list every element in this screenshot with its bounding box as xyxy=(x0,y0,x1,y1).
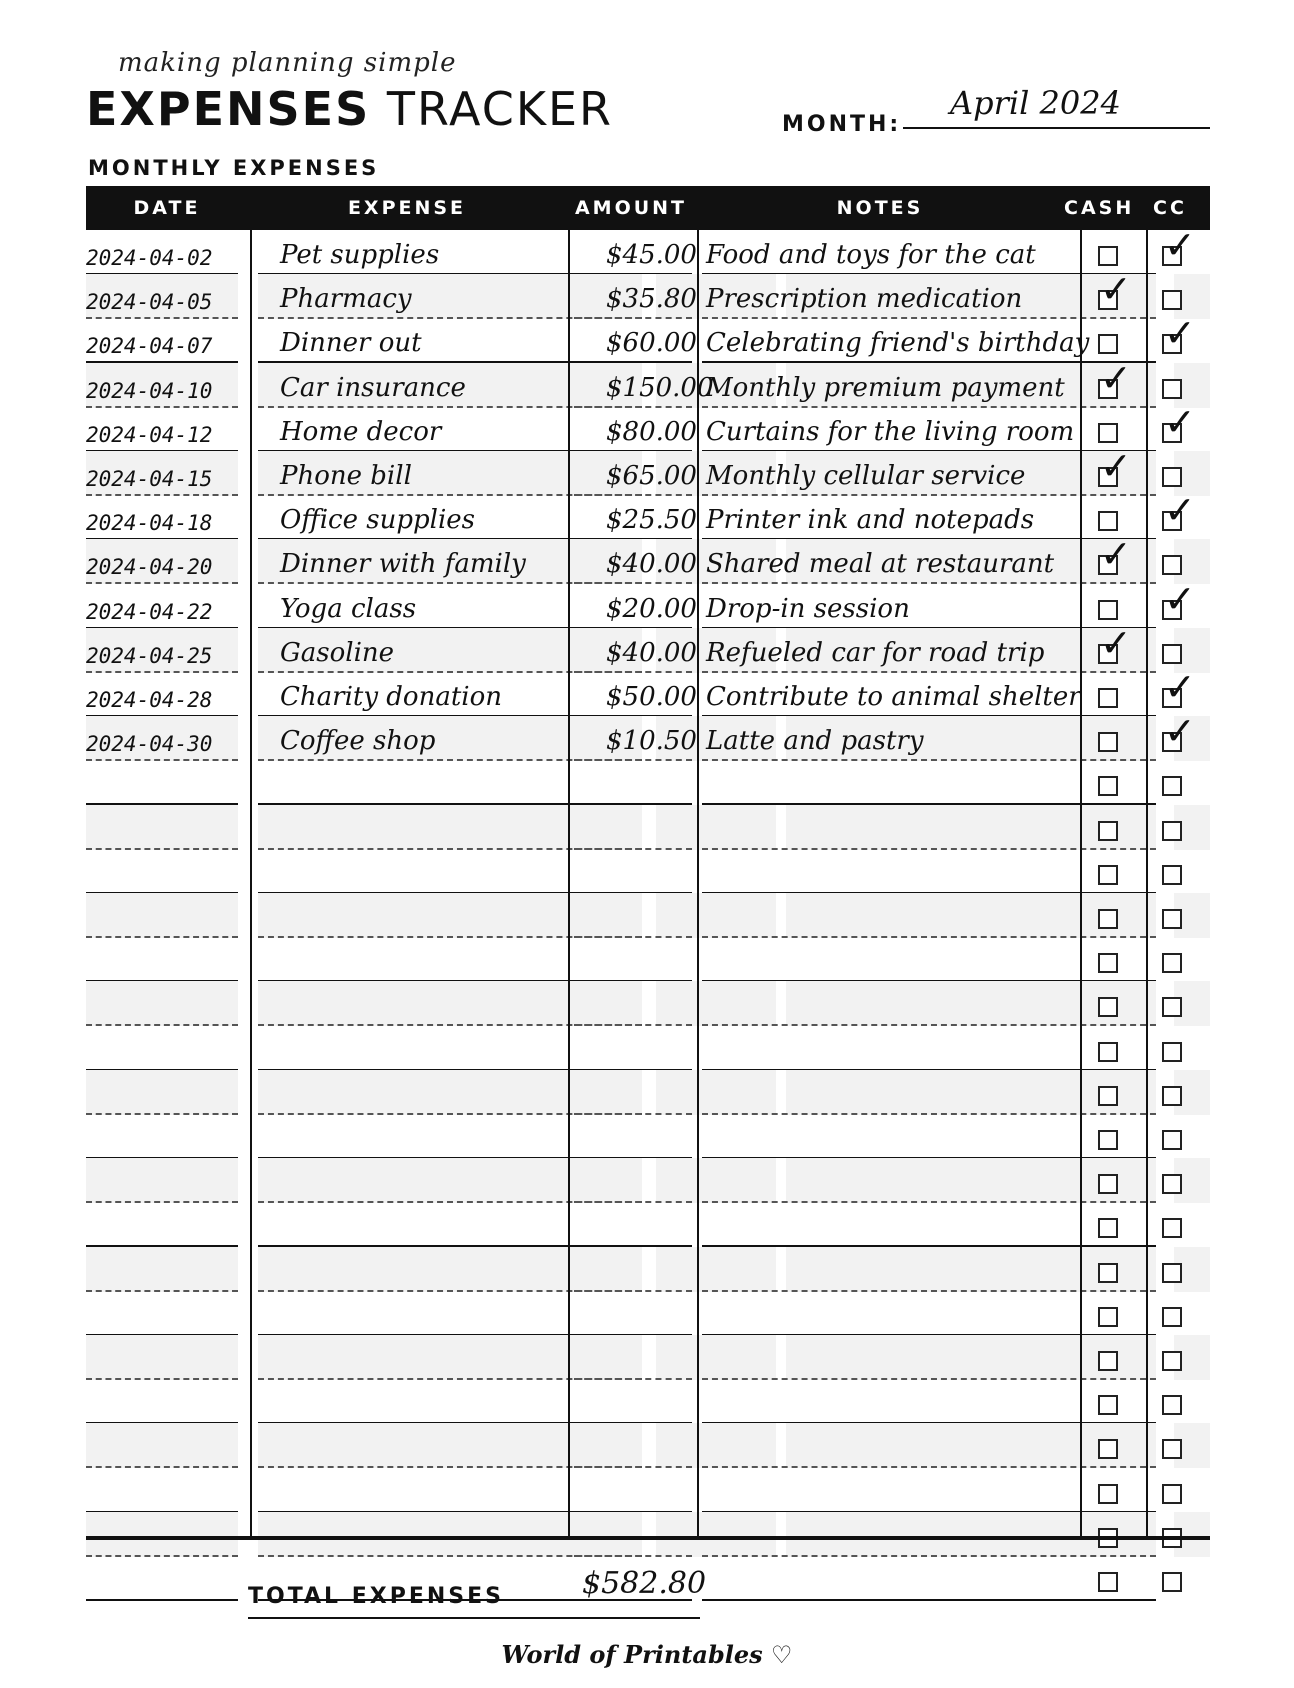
cell-amount[interactable] xyxy=(574,407,697,452)
cell-notes[interactable] xyxy=(702,1026,1156,1071)
checkmark-icon: ✓ xyxy=(1164,223,1196,267)
table-row xyxy=(86,355,1210,408)
cash-checkbox-icon[interactable] xyxy=(1098,953,1118,973)
total-value[interactable]: $582.80 xyxy=(582,1566,707,1601)
amount-text: $40.00 xyxy=(606,549,697,580)
cell-amount[interactable] xyxy=(574,849,692,894)
expense-text: Dinner out xyxy=(280,328,422,359)
cell-amount[interactable] xyxy=(574,760,692,805)
cash-checkbox-icon[interactable] xyxy=(1098,1395,1118,1415)
cell-date[interactable] xyxy=(86,1114,238,1159)
cc-checkbox-icon[interactable] xyxy=(1162,555,1182,575)
cash-checkbox-icon[interactable] xyxy=(1098,1218,1118,1238)
table-row xyxy=(86,399,1210,452)
cell-notes[interactable] xyxy=(702,805,1156,850)
cell-amount[interactable] xyxy=(574,230,697,275)
cash-checkbox-icon[interactable] xyxy=(1098,1042,1118,1062)
checkmark-icon: ✓ xyxy=(1100,267,1132,312)
cash-checkbox-icon[interactable] xyxy=(1098,997,1118,1017)
cash-checkbox-icon[interactable] xyxy=(1098,688,1118,708)
cc-checkbox-icon[interactable] xyxy=(1162,1042,1182,1062)
cell-date[interactable] xyxy=(86,1158,238,1203)
cell-amount[interactable] xyxy=(574,716,697,761)
cell-date[interactable] xyxy=(86,1379,238,1424)
cell-amount[interactable] xyxy=(574,1291,692,1336)
cash-checkbox-icon[interactable] xyxy=(1098,246,1118,266)
cell-notes[interactable] xyxy=(702,274,1156,319)
date-text: 2024-04-07 xyxy=(86,334,213,359)
cell-amount[interactable] xyxy=(574,937,692,982)
notes-text: Curtains for the living room xyxy=(706,416,1075,447)
notes-text: Shared meal at restaurant xyxy=(706,549,1055,580)
expense-text: Phone bill xyxy=(280,461,412,491)
expense-text: Yoga class xyxy=(280,593,417,624)
notes-text: Refueled car for road trip xyxy=(706,637,1045,668)
cell-amount[interactable] xyxy=(574,672,697,717)
cell-amount[interactable] xyxy=(574,274,697,319)
tagline: making planning simple xyxy=(118,48,457,78)
cell-amount[interactable] xyxy=(574,1247,692,1292)
table-row xyxy=(86,532,1210,584)
amount-text: $60.00 xyxy=(606,328,697,359)
cell-amount[interactable] xyxy=(574,1512,692,1557)
cell-date[interactable] xyxy=(86,849,238,894)
table-row xyxy=(86,1335,1210,1380)
table-row xyxy=(86,444,1210,496)
date-text: 2024-04-12 xyxy=(86,422,213,447)
divider-expense xyxy=(568,230,570,1536)
checkmark-icon: ✓ xyxy=(1164,709,1196,754)
cc-checkbox-icon[interactable] xyxy=(1162,644,1182,664)
cell-date[interactable] xyxy=(86,1423,238,1468)
cc-checkbox-icon[interactable] xyxy=(1162,1351,1182,1371)
cc-checkbox-icon[interactable] xyxy=(1162,1439,1182,1459)
cc-checkbox-icon[interactable] xyxy=(1162,776,1182,796)
page-title xyxy=(86,82,614,136)
notes-text: Contribute to animal shelter xyxy=(706,682,1081,712)
cash-checkbox-icon[interactable] xyxy=(1098,423,1118,443)
cell-date[interactable] xyxy=(86,760,238,805)
checkmark-icon: ✓ xyxy=(1100,355,1132,400)
cell-amount[interactable] xyxy=(574,893,692,938)
table-row xyxy=(86,223,1210,275)
cell-amount[interactable] xyxy=(574,805,692,850)
notes-text: Drop-in session xyxy=(706,593,910,624)
cell-amount[interactable] xyxy=(574,1158,692,1203)
amount-text: $65.00 xyxy=(606,461,697,491)
table-row xyxy=(86,1291,1210,1336)
cash-checkbox-icon[interactable] xyxy=(1098,334,1118,354)
expense-text: Gasoline xyxy=(280,637,395,668)
col-header-date: DATE xyxy=(133,197,201,219)
expense-text: Coffee shop xyxy=(280,726,436,757)
cc-checkbox-icon[interactable] xyxy=(1162,821,1182,841)
cash-checkbox-icon[interactable] xyxy=(1098,909,1118,929)
col-header-notes: NOTES xyxy=(836,197,924,219)
cell-date[interactable] xyxy=(86,981,238,1026)
table-row xyxy=(86,849,1210,894)
cell-amount[interactable] xyxy=(574,1335,692,1380)
table-row xyxy=(86,1247,1210,1292)
cell-notes[interactable] xyxy=(702,318,1156,363)
cash-checkbox-icon[interactable] xyxy=(1098,1086,1118,1106)
cell-date[interactable] xyxy=(86,230,238,275)
section-label: MONTHLY EXPENSES xyxy=(88,156,380,180)
divider-cash xyxy=(1146,230,1148,1536)
cell-notes[interactable] xyxy=(702,1379,1156,1424)
cell-notes[interactable] xyxy=(702,1512,1156,1557)
cell-date[interactable] xyxy=(86,584,238,629)
date-text: 2024-04-30 xyxy=(86,732,213,757)
cc-checkbox-icon[interactable] xyxy=(1162,1307,1182,1327)
cell-notes[interactable] xyxy=(702,1114,1156,1159)
cash-checkbox-icon[interactable] xyxy=(1098,1130,1118,1150)
cell-date[interactable] xyxy=(86,1202,238,1247)
cell-notes[interactable] xyxy=(702,628,1156,673)
amount-text: $40.00 xyxy=(606,637,697,668)
cc-checkbox-icon[interactable] xyxy=(1162,865,1182,885)
cell-date[interactable] xyxy=(86,1026,238,1071)
amount-text: $80.00 xyxy=(606,416,697,447)
expense-text: Charity donation xyxy=(280,682,502,712)
checkmark-icon: ✓ xyxy=(1100,620,1132,665)
amount-text: $50.00 xyxy=(606,682,697,712)
cash-checkbox-icon[interactable] xyxy=(1098,1439,1118,1459)
cell-date[interactable] xyxy=(86,805,238,850)
cash-checkbox-icon[interactable] xyxy=(1098,776,1118,796)
cell-date[interactable] xyxy=(86,716,238,761)
notes-text: Prescription medication xyxy=(706,284,1023,315)
col-header-expense: EXPENSE xyxy=(347,197,467,219)
cell-notes[interactable] xyxy=(702,451,1156,496)
notes-text: Food and toys for the cat xyxy=(706,240,1036,270)
amount-text: $45.00 xyxy=(606,240,697,270)
cell-notes[interactable] xyxy=(702,937,1156,982)
date-text: 2024-04-22 xyxy=(86,599,213,624)
table-row xyxy=(86,1026,1210,1071)
cell-amount[interactable] xyxy=(574,981,692,1026)
cash-checkbox-icon[interactable] xyxy=(1098,600,1118,620)
cell-date[interactable] xyxy=(86,628,238,673)
checkmark-icon: ✓ xyxy=(1164,399,1196,444)
cell-notes[interactable] xyxy=(702,893,1156,938)
table-row xyxy=(86,1070,1210,1115)
expense-text: Car insurance xyxy=(280,372,466,403)
cell-notes[interactable] xyxy=(702,1202,1156,1247)
cell-amount[interactable] xyxy=(574,1379,692,1424)
month-label: MONTH: xyxy=(782,112,902,137)
cc-checkbox-icon[interactable] xyxy=(1162,997,1182,1017)
cc-checkbox-icon[interactable] xyxy=(1162,1572,1182,1592)
cell-date[interactable] xyxy=(86,893,238,938)
cell-notes[interactable] xyxy=(702,1335,1156,1380)
date-text: 2024-04-15 xyxy=(86,467,213,491)
date-text: 2024-04-25 xyxy=(86,643,213,668)
cell-amount[interactable] xyxy=(574,363,714,408)
cell-date[interactable] xyxy=(86,274,238,319)
cash-checkbox-icon[interactable] xyxy=(1098,732,1118,752)
table-row xyxy=(86,620,1210,673)
cell-date[interactable] xyxy=(86,318,238,363)
divider-amount xyxy=(697,230,699,1536)
table-bottom-rule xyxy=(86,1536,1210,1540)
cash-checkbox-icon[interactable] xyxy=(1098,821,1118,841)
cell-notes[interactable] xyxy=(702,716,1156,761)
divider-notes xyxy=(1080,230,1082,1536)
cell-amount[interactable] xyxy=(574,1202,692,1247)
cell-date[interactable] xyxy=(86,937,238,982)
cc-checkbox-icon[interactable] xyxy=(1162,379,1182,399)
title-bold: EXPENSES xyxy=(86,82,371,136)
cc-checkbox-icon[interactable] xyxy=(1162,1395,1182,1415)
cell-notes[interactable] xyxy=(702,1158,1156,1203)
cell-amount[interactable] xyxy=(574,1114,692,1159)
cell-date[interactable] xyxy=(86,539,238,584)
cell-notes[interactable] xyxy=(702,1468,1156,1513)
cell-notes[interactable] xyxy=(702,672,1156,717)
expense-text: Office supplies xyxy=(280,505,475,536)
month-value[interactable]: April 2024 xyxy=(950,84,1121,122)
cash-checkbox-icon[interactable] xyxy=(1098,1484,1118,1504)
cell-amount[interactable] xyxy=(574,495,697,540)
cell-notes[interactable] xyxy=(702,1070,1156,1115)
cc-checkbox-icon[interactable] xyxy=(1162,1086,1182,1106)
cell-date[interactable] xyxy=(86,1247,238,1292)
date-text: 2024-04-05 xyxy=(86,290,213,315)
cc-checkbox-icon[interactable] xyxy=(1162,1484,1182,1504)
cell-notes[interactable] xyxy=(702,584,1156,629)
expenses-table xyxy=(86,223,1210,1536)
amount-text: $150.00 xyxy=(606,372,714,403)
col-header-amount: AMOUNT xyxy=(574,197,688,219)
table-row xyxy=(86,1202,1210,1247)
cell-date[interactable] xyxy=(86,1070,238,1115)
checkmark-icon: ✓ xyxy=(1164,488,1196,533)
cash-checkbox-icon[interactable] xyxy=(1098,1307,1118,1327)
table-row xyxy=(86,267,1210,319)
cc-checkbox-icon[interactable] xyxy=(1162,953,1182,973)
date-text: 2024-04-10 xyxy=(86,378,213,403)
table-header xyxy=(86,186,1210,230)
divider-date xyxy=(250,230,252,1536)
expense-text: Home decor xyxy=(280,416,442,447)
cc-checkbox-icon[interactable] xyxy=(1162,1263,1182,1283)
expense-text: Dinner with family xyxy=(280,549,526,580)
cell-amount[interactable] xyxy=(574,628,697,673)
expense-text: Pet supplies xyxy=(280,240,440,270)
cell-amount[interactable] xyxy=(574,1026,692,1071)
date-text: 2024-04-20 xyxy=(86,555,213,580)
notes-text: Celebrating friend's birthday xyxy=(706,328,1090,359)
date-text: 2024-04-02 xyxy=(86,246,213,270)
amount-text: $35.80 xyxy=(606,284,697,315)
table-row xyxy=(86,488,1210,540)
title-light: TRACKER xyxy=(386,82,614,136)
cell-amount[interactable] xyxy=(574,1423,692,1468)
notes-text: Printer ink and notepads xyxy=(706,505,1035,536)
total-label: TOTAL EXPENSES xyxy=(248,1584,504,1609)
cc-checkbox-icon[interactable] xyxy=(1162,909,1182,929)
cell-notes[interactable] xyxy=(702,230,1156,275)
cell-amount[interactable] xyxy=(574,1468,692,1513)
date-text: 2024-04-18 xyxy=(86,511,213,536)
cc-checkbox-icon[interactable] xyxy=(1162,290,1182,310)
cell-date[interactable] xyxy=(86,1291,238,1336)
cell-amount[interactable] xyxy=(574,318,697,363)
cash-checkbox-icon[interactable] xyxy=(1098,865,1118,885)
table-row xyxy=(86,1512,1210,1557)
table-row xyxy=(86,709,1210,761)
table-row xyxy=(86,576,1210,629)
cell-notes[interactable] xyxy=(702,1556,1156,1601)
table-row xyxy=(86,760,1210,805)
table-row xyxy=(86,1423,1210,1468)
cc-checkbox-icon[interactable] xyxy=(1162,1218,1182,1238)
amount-text: $20.00 xyxy=(606,593,697,624)
month-line xyxy=(903,127,1210,129)
cash-checkbox-icon[interactable] xyxy=(1098,1263,1118,1283)
cell-date[interactable] xyxy=(86,1468,238,1513)
cc-checkbox-icon[interactable] xyxy=(1162,467,1182,487)
cash-checkbox-icon[interactable] xyxy=(1098,511,1118,531)
cell-date[interactable] xyxy=(86,407,238,452)
cell-notes[interactable] xyxy=(702,539,1156,584)
cell-notes[interactable] xyxy=(702,1423,1156,1468)
cell-date[interactable] xyxy=(86,495,238,540)
table-row xyxy=(86,937,1210,982)
notes-text: Monthly premium payment xyxy=(706,372,1065,403)
cell-date[interactable] xyxy=(86,1335,238,1380)
table-row xyxy=(86,1114,1210,1159)
cash-checkbox-icon[interactable] xyxy=(1098,1572,1118,1592)
table-row xyxy=(86,665,1210,717)
cc-checkbox-icon[interactable] xyxy=(1162,1130,1182,1150)
expense-text: Pharmacy xyxy=(280,284,412,315)
cell-notes[interactable] xyxy=(702,407,1156,452)
notes-text: Latte and pastry xyxy=(706,726,924,757)
checkmark-icon: ✓ xyxy=(1100,444,1132,488)
checkmark-icon: ✓ xyxy=(1164,665,1196,709)
cell-notes[interactable] xyxy=(702,760,1156,805)
cell-notes[interactable] xyxy=(702,981,1156,1026)
checkmark-icon: ✓ xyxy=(1100,532,1132,577)
col-header-cc: CC xyxy=(1153,197,1187,219)
cell-notes[interactable] xyxy=(702,495,1156,540)
cash-checkbox-icon[interactable] xyxy=(1098,1351,1118,1371)
cash-checkbox-icon[interactable] xyxy=(1098,1174,1118,1194)
table-row xyxy=(86,805,1210,850)
col-header-cash: CASH xyxy=(1064,197,1135,219)
checkmark-icon: ✓ xyxy=(1164,311,1196,356)
table-row xyxy=(86,1468,1210,1513)
amount-text: $25.50 xyxy=(606,505,697,536)
cell-date[interactable] xyxy=(86,363,238,408)
checkmark-icon: ✓ xyxy=(1164,576,1196,621)
cc-checkbox-icon[interactable] xyxy=(1162,1174,1182,1194)
cell-amount[interactable] xyxy=(574,584,697,629)
amount-text: $10.50 xyxy=(606,726,697,757)
cell-amount[interactable] xyxy=(574,1070,692,1115)
table-row xyxy=(86,981,1210,1026)
cell-date[interactable] xyxy=(86,451,238,496)
cell-date[interactable] xyxy=(86,672,238,717)
cell-notes[interactable] xyxy=(702,1247,1156,1292)
cell-date[interactable] xyxy=(86,1556,238,1601)
cell-notes[interactable] xyxy=(702,363,1156,408)
cell-amount[interactable] xyxy=(574,451,697,496)
cell-notes[interactable] xyxy=(702,1291,1156,1336)
cell-amount[interactable] xyxy=(574,539,697,584)
table-row xyxy=(86,893,1210,938)
table-row xyxy=(86,1379,1210,1424)
cell-date[interactable] xyxy=(86,1512,238,1557)
total-line xyxy=(248,1617,700,1619)
notes-text: Monthly cellular service xyxy=(706,461,1026,491)
brand-logo: World of Printables ♡ xyxy=(501,1640,793,1669)
table-row xyxy=(86,1158,1210,1203)
table-row xyxy=(86,311,1210,363)
cell-notes[interactable] xyxy=(702,849,1156,894)
date-text: 2024-04-28 xyxy=(86,688,213,712)
